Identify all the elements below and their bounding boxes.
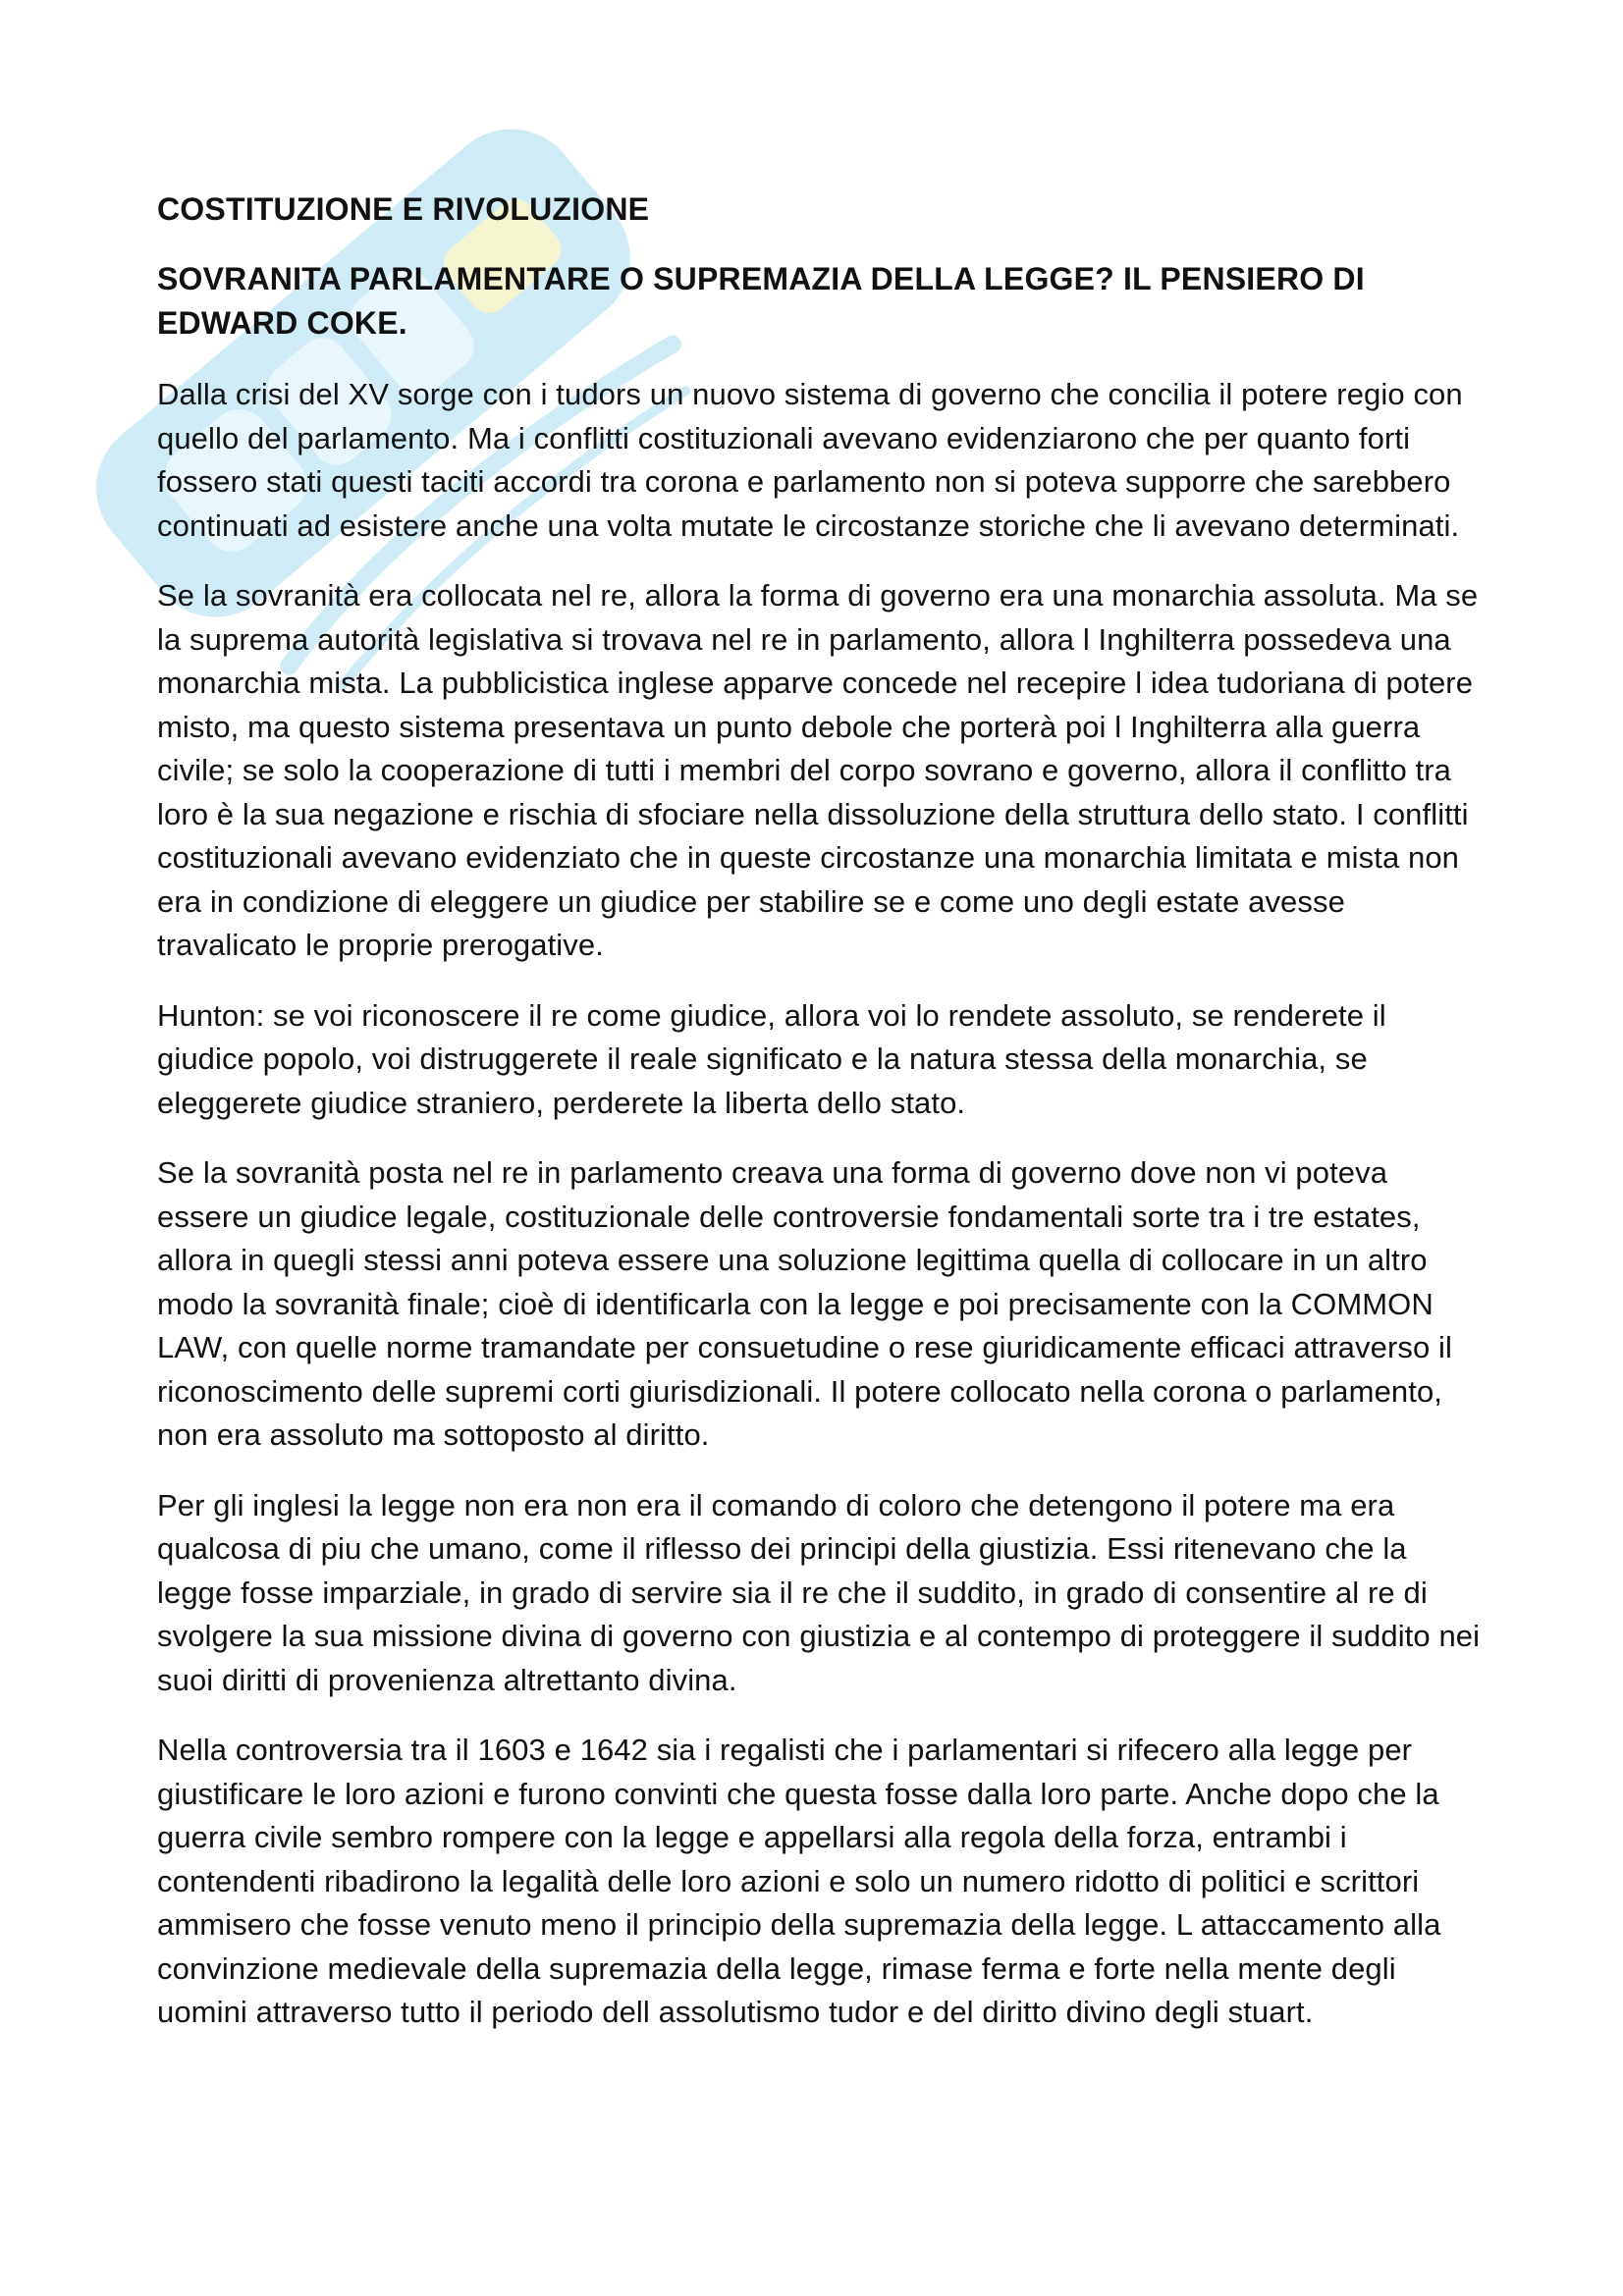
document-title: COSTITUZIONE E RIVOLUZIONE [157, 191, 650, 227]
paragraph: Se la sovranità era collocata nel re, allora la forma di governo era una monarchia assoluta. Ma se la suprema autorità legislativa si trovava nel re in parlamento, allora l Inghilterra possedeva una monarchia mista. La pubblicistica inglese apparve concede nel recepire l idea tudoriana di potere misto, ma questo sistema presentava un punto debole che porterà poi l Inghilterra alla guerra civile; se solo la cooperazione di tutti i membri del corpo sovrano e governo, allora il conflitto tra loro è la sua negazione e rischia di sfociare nella dissoluzione della struttura dello stato. I conflitti costituzionali avevano evidenziato che in queste circostanze una monarchia limitata e mista non era in condizione di eleggere un giudice per stabilire se e come uno degli estate avesse travalicato le proprie prerogative. [157, 578, 1479, 962]
document-body [157, 188, 1488, 2061]
paragraph: Se la sovranità posta nel re in parlamento creava una forma di governo dove non vi poteva essere un giudice legale, costituzionale delle controversie fondamentali sorte tra i tre estates, allora in quegli stessi anni poteva essere una soluzione legittima quella di collocare in un altro modo la sovranità finale; cioè di identificarla con la legge e poi precisamente con la COMMON LAW, con quelle norme tramandate per consuetudine o rese giuridicamente efficaci attraverso il riconoscimento delle supremi corti giurisdizionali. Il potere collocato nella corona o parlamento, non era assoluto ma sottoposto al diritto. [157, 1155, 1452, 1452]
paragraph: Hunton: se voi riconoscere il re come giudice, allora voi lo rendete assoluto, se renderete il giudice popolo, voi distruggerete il reale significato e la natura stessa della monarchia, se eleggerete giudice straniero, perderete la liberta dello stato. [157, 997, 1386, 1120]
paragraph: Nella controversia tra il 1603 e 1642 sia i regalisti che i parlamentari si rifecero alla legge per giustificare le loro azioni e furono convinti che questa fosse dalla loro parte. Anche dopo che la guerra civile sembro rompere con la legge e appellarsi alla regola della forza, entrambi i contendenti ribadirono la legalità delle loro azioni e solo un numero ridotto di politici e scrittori ammisero che fosse venuto meno il principio della supremazia della legge. L attaccamento alla convinzione medievale della supremazia della legge, rimase ferma e forte nella mente degli uomini attraverso tutto il periodo dell assolutismo tudor e del diritto divino degli stuart. [157, 1733, 1441, 2029]
document-subtitle: SOVRANITA PARLAMENTARE O SUPREMAZIA DELLA LEGGE? IL PENSIERO DI EDWARD COKE. [157, 261, 1365, 341]
paragraph: Dalla crisi del XV sorge con i tudors un nuovo sistema di governo che concilia il potere regio con quello del parlamento. Ma i conflitti costituzionali avevano evidenziarono che per quanto forti fossero stati questi taciti accordi tra corona e parlamento non si poteva supporre che sarebbero continuati ad esistere anche una volta mutate le circostanze storiche che li avevano determinati. [157, 377, 1463, 543]
paragraph: Per gli inglesi la legge non era non era il comando di coloro che detengono il potere ma era qualcosa di piu che umano, come il riflesso dei principi della giustizia. Essi ritenevano che la legge fosse imparziale, in grado di servire sia il re che il suddito, in grado di consentire al re di svolgere la sua missione divina di governo con giustizia e al contempo di proteggere il suddito nei suoi diritti di provenienza altrettanto divina. [157, 1487, 1481, 1697]
